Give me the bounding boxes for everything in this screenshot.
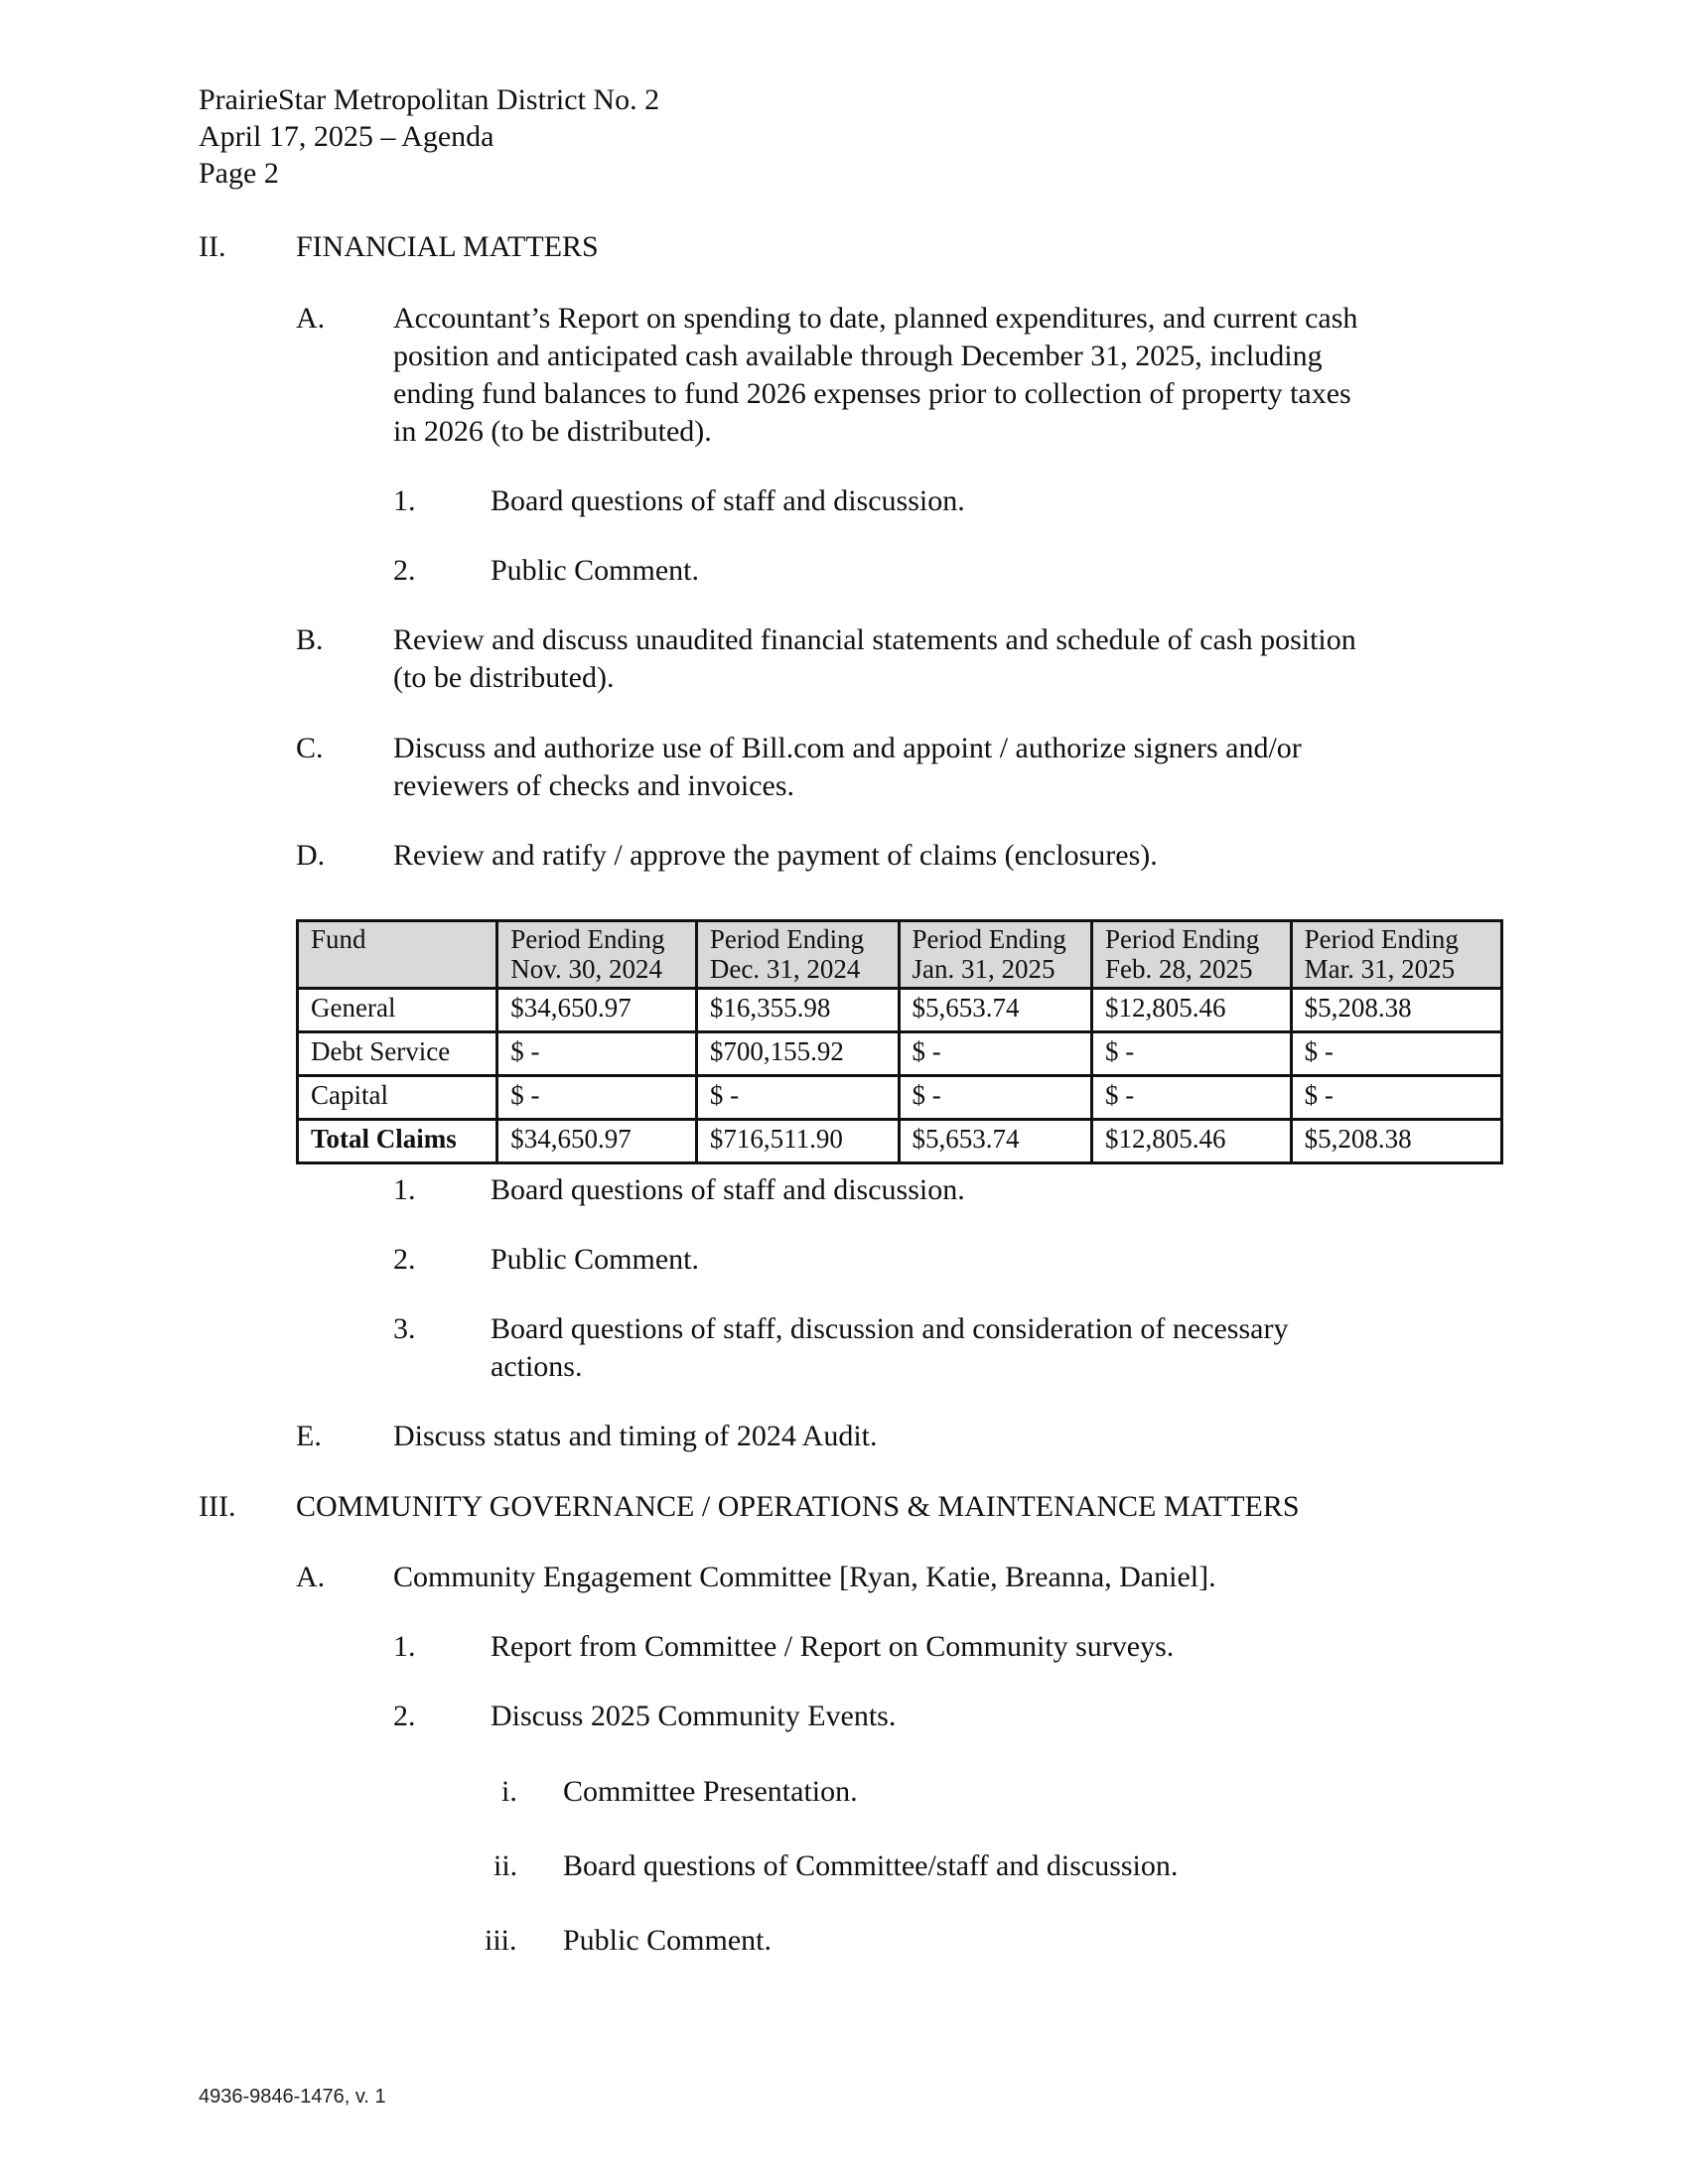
subitem-text: Discuss 2025 Community Events. — [491, 1700, 897, 1732]
item-letter: C. — [296, 732, 324, 764]
table-row-debt-service — [298, 1032, 1502, 1076]
item-text-line: (to be distributed). — [393, 661, 615, 694]
table-header-row — [298, 921, 1502, 989]
section-title: COMMUNITY GOVERNANCE / OPERATIONS & MAINTENANCE MATTERS — [296, 1490, 1300, 1523]
roman-subitem-number: ii. — [493, 1849, 518, 1882]
subitem-text: Board questions of staff and discussion. — [491, 484, 965, 517]
item-letter: B. — [296, 623, 324, 656]
subitem-text-line: Board questions of staff, discussion and consideration of necessary — [491, 1312, 1289, 1345]
item-text-line: in 2026 (to be distributed). — [393, 415, 712, 448]
district-name: PrairieStar Metropolitan District No. 2 — [199, 83, 660, 116]
table-row-capital — [298, 1076, 1502, 1120]
cell-value: $12,805.46 — [1092, 989, 1292, 1032]
cell-value: $34,650.97 — [497, 1120, 697, 1163]
page-number: Page 2 — [199, 157, 279, 190]
roman-subitem-number: iii. — [485, 1924, 517, 1957]
section-numeral: II. — [199, 230, 226, 263]
cell-value: $ - — [497, 1032, 697, 1076]
cell-value: $34,650.97 — [497, 989, 697, 1032]
cell-value: $12,805.46 — [1092, 1120, 1292, 1163]
claims-table — [296, 919, 1503, 1164]
item-text-line: Review and discuss unaudited financial statements and schedule of cash position — [393, 623, 1356, 656]
item-text-line: Discuss and authorize use of Bill.com and appoint / authorize signers and/or — [393, 732, 1302, 764]
cell-value: $16,355.98 — [696, 989, 899, 1032]
subitem-text-line: actions. — [491, 1350, 583, 1383]
cell-value: $716,511.90 — [696, 1120, 899, 1163]
cell-value: $5,208.38 — [1291, 989, 1501, 1032]
item-letter: A. — [296, 1561, 326, 1593]
item-letter: D. — [296, 839, 326, 872]
subitem-text: Report from Committee / Report on Community surveys. — [491, 1630, 1175, 1663]
section-title: FINANCIAL MATTERS — [296, 230, 599, 263]
cell-value: $ - — [696, 1076, 899, 1120]
column-header-nov-2024: Period Ending Nov. 30, 2024 — [497, 921, 697, 989]
cell-value: $ - — [1291, 1076, 1501, 1120]
section-numeral: III. — [199, 1490, 236, 1523]
subitem-number: 2. — [393, 554, 416, 587]
subitem-number: 1. — [393, 1173, 416, 1206]
document-id-footer: 4936-9846-1476, v. 1 — [199, 2086, 386, 2108]
item-text-line: Review and ratify / approve the payment of claims (enclosures). — [393, 839, 1158, 872]
cell-value: $5,208.38 — [1291, 1120, 1501, 1163]
subitem-number: 1. — [393, 1630, 416, 1663]
table-row-general — [298, 989, 1502, 1032]
cell-value: $ - — [899, 1076, 1092, 1120]
table-row-total-claims — [298, 1120, 1502, 1163]
fund-name: Debt Service — [298, 1032, 497, 1076]
column-header-dec-2024: Period Ending Dec. 31, 2024 — [696, 921, 899, 989]
cell-value: $5,653.74 — [899, 989, 1092, 1032]
roman-subitem-text: Board questions of Committee/staff and discussion. — [563, 1849, 1179, 1882]
roman-subitem-text: Committee Presentation. — [563, 1775, 858, 1808]
cell-value: $5,653.74 — [899, 1120, 1092, 1163]
cell-value: $700,155.92 — [696, 1032, 899, 1076]
column-header-jan-2025: Period Ending Jan. 31, 2025 — [899, 921, 1092, 989]
item-text-line: reviewers of checks and invoices. — [393, 769, 795, 802]
cell-value: $ - — [1092, 1076, 1292, 1120]
item-text-line: Discuss status and timing of 2024 Audit. — [393, 1420, 878, 1452]
fund-name: General — [298, 989, 497, 1032]
roman-subitem-text: Public Comment. — [563, 1924, 772, 1957]
fund-name: Capital — [298, 1076, 497, 1120]
column-header-fund: Fund — [298, 921, 497, 989]
roman-subitem-number: i. — [501, 1775, 517, 1808]
item-text-line: Community Engagement Committee [Ryan, Katie, Breanna, Daniel]. — [393, 1561, 1216, 1593]
agenda-date: April 17, 2025 – Agenda — [199, 120, 494, 153]
item-text-line: Accountant’s Report on spending to date, planned expenditures, and current cash — [393, 302, 1358, 335]
subitem-text: Board questions of staff and discussion. — [491, 1173, 965, 1206]
subitem-number: 3. — [393, 1312, 416, 1345]
item-text-line: position and anticipated cash available through December 31, 2025, including — [393, 340, 1323, 372]
cell-value: $ - — [899, 1032, 1092, 1076]
cell-value: $ - — [1291, 1032, 1501, 1076]
subitem-text: Public Comment. — [491, 1243, 699, 1276]
subitem-number: 2. — [393, 1243, 416, 1276]
item-letter: E. — [296, 1420, 322, 1452]
column-header-feb-2025: Period Ending Feb. 28, 2025 — [1092, 921, 1292, 989]
column-header-mar-2025: Period Ending Mar. 31, 2025 — [1291, 921, 1501, 989]
subitem-number: 2. — [393, 1700, 416, 1732]
subitem-text: Public Comment. — [491, 554, 699, 587]
subitem-number: 1. — [393, 484, 416, 517]
item-letter: A. — [296, 302, 326, 335]
fund-name: Total Claims — [298, 1120, 497, 1163]
item-text-line: ending fund balances to fund 2026 expenses prior to collection of property taxes — [393, 377, 1351, 410]
cell-value: $ - — [497, 1076, 697, 1120]
cell-value: $ - — [1092, 1032, 1292, 1076]
